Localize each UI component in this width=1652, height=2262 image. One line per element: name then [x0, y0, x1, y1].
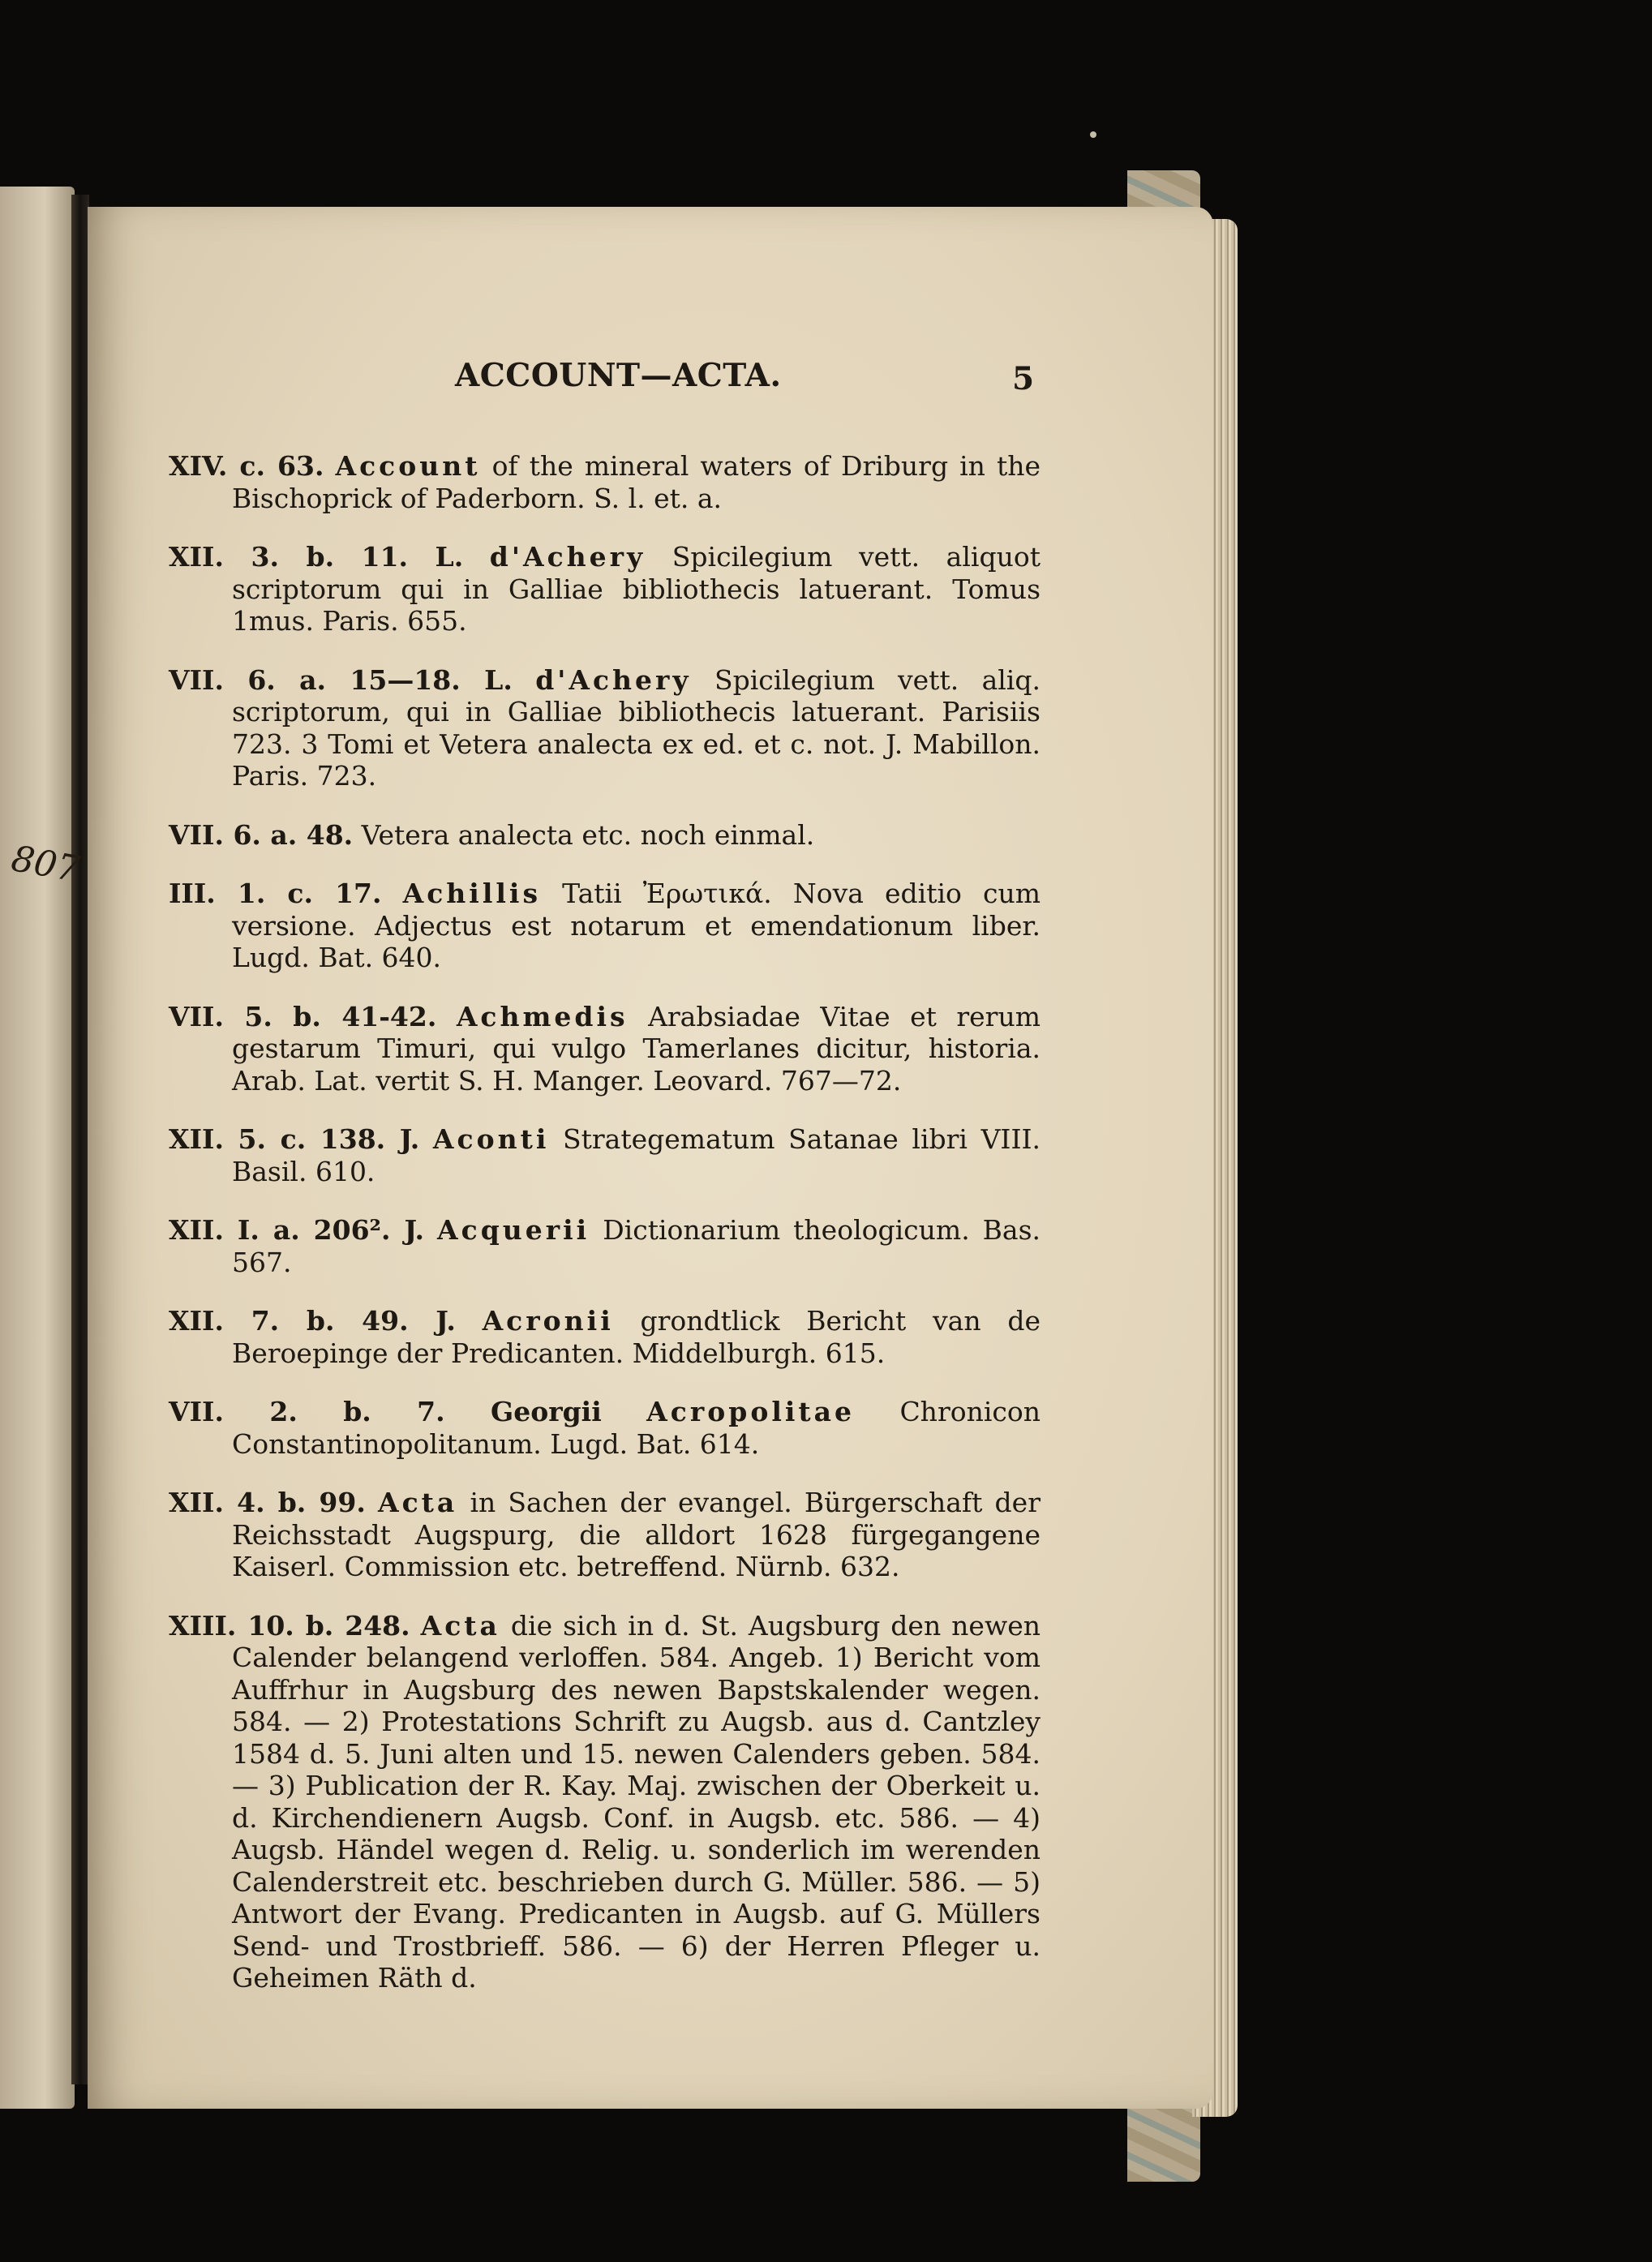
entry-author: d'Achery	[535, 663, 692, 696]
shelf-mark: XII. 3. b. 11. L.	[169, 541, 464, 573]
shelf-mark: XII. 7. b. 49. J.	[169, 1305, 456, 1337]
shelf-mark: XII. 4. b. 99.	[169, 1487, 366, 1518]
shelf-mark: XII. I. a. 206². J.	[169, 1214, 425, 1246]
entry-author: d'Achery	[489, 541, 646, 573]
entry-author: Achmedis	[456, 1000, 629, 1032]
entry-author: Account	[335, 450, 481, 482]
entry-text: Vetera analecta etc. noch einmal.	[361, 818, 815, 851]
entry-text: grondtlick Bericht van de Beroepinge der Predicanten. Middelburgh. 615.	[232, 1305, 1041, 1369]
shelf-mark: VII. 5. b. 41-42.	[169, 1000, 437, 1032]
catalog-entry	[169, 1001, 1041, 1097]
catalog-entry	[169, 664, 1041, 792]
entry-text: Spicilegium vett. aliq. scriptorum, qui in Galliae bibliothecis latuerant. Parisiis 723. 3 Tomi et Vetera analecta ex ed. et c. not. J. Mabillon. Paris. 723.	[232, 663, 1041, 792]
page-number: 5	[1012, 360, 1035, 397]
shelf-mark: XIII. 10. b. 248.	[169, 1609, 410, 1642]
catalog-entry	[169, 1487, 1041, 1583]
shelf-mark: VII. 2. b. 7. Georgii	[169, 1396, 602, 1427]
shelf-mark: XIV. c. 63.	[169, 450, 324, 482]
catalog-entry	[169, 1305, 1041, 1369]
entry-text: Strategematum Satanae libri VIII. Basil. 610.	[232, 1123, 1041, 1187]
dust-speck	[1090, 131, 1096, 138]
catalog-entries	[169, 423, 1041, 2006]
facing-page-edge	[0, 187, 75, 2109]
catalog-entry	[169, 1214, 1041, 1278]
shelf-mark: VII. 6. a. 15—18. L.	[169, 663, 513, 696]
shelf-mark: XII. 5. c. 138. J.	[169, 1123, 420, 1155]
book-gutter	[71, 195, 89, 2084]
entry-text: Arabsiadae Vitae et rerum gestarum Timuri, qui vulgo Tamerlanes dicitur, historia. Arab. Lat. vertit S. H. Manger. Leovard. 767—72.	[232, 1000, 1041, 1097]
entry-author: Acronii	[482, 1305, 614, 1337]
entry-author: Acta	[420, 1609, 500, 1642]
handwritten-margin-note: 807	[8, 838, 83, 891]
entry-author: Achillis	[402, 878, 542, 909]
entry-text: Spicilegium vett. aliquot scriptorum qui in Galliae bibliothecis latuerant. Tomus 1mus. Paris. 655.	[232, 541, 1041, 637]
catalog-entry	[169, 878, 1041, 974]
entry-author: Acquerii	[437, 1214, 590, 1246]
entry-text: Dictionarium theologicum. Bas. 567.	[232, 1214, 1041, 1278]
catalog-entry	[169, 819, 1041, 852]
entry-author: Aconti	[432, 1123, 550, 1155]
entry-text: of the mineral waters of Driburg in the Bischoprick of Paderborn. S. l. et. a.	[232, 450, 1041, 514]
shelf-mark: III. 1. c. 17.	[169, 878, 382, 909]
catalog-entry	[169, 450, 1041, 514]
entry-text: die sich in d. St. Augsburg den newen Calender belangend verloffen. 584. Angeb. 1) Bericht vom Auffrhur in Augsburg des newen Bapstskalender wegen. 584. — 2) Protestations Schrift zu Augsb. aus d. Cantzley 1584 d. 5. Juni alten und 15. newen Calenders geben. 584. — 3) Publication der R. Kay. Maj. zwischen der Oberkeit u. d. Kirchendienern Augsb. Conf. in Augsb. etc. 586. — 4) Augsb. Händel wegen d. Relig. u. sonderlich im werenden Calenderstreit etc. beschrieben durch G. Müller. 586. — 5) Antwort der Evang. Predicanten in Augsb. auf G. Müllers Send- und Trostbrieff. 586. — 6) der Herren Pfleger u. Geheimen Räth d.	[232, 1609, 1041, 1994]
catalog-entry	[169, 541, 1041, 637]
entry-text: Tatii Ἐρωτικά. Nova editio cum versione. Adjectus est notarum et emendationum liber. Lugd. Bat. 640.	[232, 878, 1041, 973]
entry-author: Acropolitae	[646, 1396, 856, 1427]
catalog-entry	[169, 1123, 1041, 1187]
page-header	[169, 357, 1041, 406]
shelf-mark: VII. 6. a. 48.	[169, 818, 354, 851]
running-head: ACCOUNT—ACTA.	[455, 357, 782, 394]
catalog-entry	[169, 1610, 1041, 1994]
entry-text: Chronicon Constantinopolitanum. Lugd. Bat. 614.	[232, 1396, 1041, 1460]
catalog-entry	[169, 1396, 1041, 1460]
entry-author: Acta	[377, 1487, 458, 1518]
entry-text: in Sachen der evangel. Bürgerschaft der Reichsstadt Augspurg, die alldort 1628 fürgegangene Kaiserl. Commission etc. betreffend. Nürnb. 632.	[232, 1487, 1041, 1582]
